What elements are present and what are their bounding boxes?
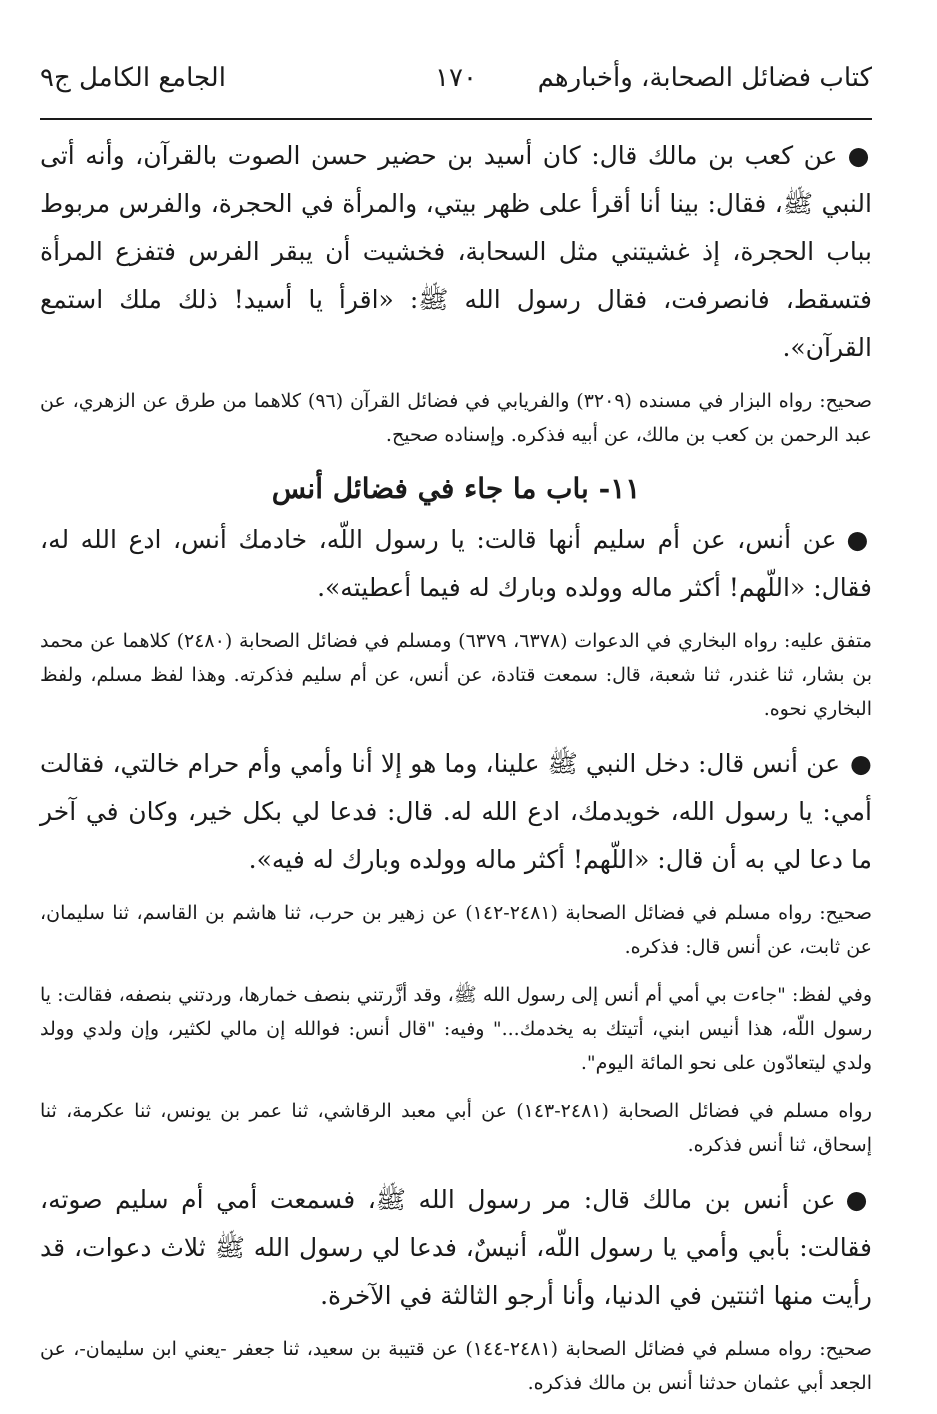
hadith-paragraph (40, 132, 872, 372)
bullet-icon: ● (850, 749, 872, 778)
takhrij-paragraph: وفي لفظ: "جاءت بي أمي أم أنس إلى رسول الله ﷺ، وقد أزَّرتني بنصف خمارها، وردتني بنصفه، فقالت: يا رسول اللّه، هذا أنيس ابني، أتيتك به يخدمك..." وفيه: "قال أنس: فوالله إن مالي لكثير، وإن ولدي وولد ولدي ليتعادّون على نحو المائة اليوم". (40, 984, 872, 1074)
hadith-text: عن أنس بن مالك قال: مر رسول الله ﷺ، فسمعت أمي أم سليم صوته، فقالت: بأبي وأمي يا رسول اللّه، أنيسٌ، فدعا لي رسول الله ﷺ ثلاث دعوات، قد رأيت منها اثنتين في الدنيا، وأنا أرجو الثالثة في الآخرة. (40, 1185, 872, 1310)
bullet-icon: ● (845, 1185, 872, 1214)
takhrij-paragraph: متفق عليه: رواه البخاري في الدعوات (٦٣٧٨، ٦٣٧٩) ومسلم في فضائل الصحابة (٢٤٨٠) كلاهما عن محمد بن بشار، ثنا غندر، ثنا شعبة، قال: سمعت قتادة، عن أنس، عن أم سليم فذكرته. وهذا لفظ مسلم، ولفظ البخاري نحوه. (40, 630, 873, 720)
hadith-paragraph (40, 516, 872, 612)
bullet-icon: ● (847, 141, 872, 170)
hadith-text: عن أنس قال: دخل النبي ﷺ علينا، وما هو إلا أنا وأمي وأم حرام خالتي، فقالت أمي: يا رسول الله، خويدمك، ادع الله له. قال: فدعا لي بكل خير، وكان في آخر ما دعا لي به أن قال: «اللّهم! أكثر ماله وولده وبارك له فيه». (40, 749, 872, 874)
volume-label: الجامع الكامل ج٩ (40, 63, 226, 93)
hadith-text: عن أنس، عن أم سليم أنها قالت: يا رسول اللّه، خادمك أنس، ادع الله له، فقال: «اللّهم! أكثر ماله وولده وبارك له فيما أعطيته». (40, 525, 872, 602)
hadith-paragraph (40, 1176, 872, 1320)
book-title: كتاب فضائل الصحابة، وأخبارهم (537, 63, 872, 93)
takhrij-paragraph: رواه مسلم في فضائل الصحابة (٢٤٨١-١٤٣) عن أبي معبد الرقاشي، ثنا عمر بن يونس، ثنا عكرمة، ثنا إسحاق، ثنا أنس فذكره. (40, 1100, 872, 1156)
takhrij-paragraph: صحيح: رواه البزار في مسنده (٣٢٠٩) والفريابي في فضائل القرآن (٩٦) كلاهما من طرق عن الزهري، عن عبد الرحمن بن كعب بن مالك، عن أبيه فذكره. وإسناده صحيح. (40, 390, 873, 446)
bullet-icon: ● (846, 525, 872, 554)
chapter-heading: ١١- باب ما جاء في فضائل أنس (271, 472, 641, 505)
hadith-text: عن كعب بن مالك قال: كان أسيد بن حضير حسن الصوت بالقرآن، وأنه أتى النبي ﷺ، فقال: بينا أنا أقرأ على ظهر بيتي، والمرأة في الحجرة، والفرس مربوط بباب الحجرة، إذ غشيتني مثل السحابة، فخشيت أن يبقر الفرس فتفزع المرأة فتسقط، فانصرفت، فقال رسول الله ﷺ: «اقرأ يا أسيد! ذلك ملك استمع القرآن». (40, 141, 872, 362)
hadith-paragraph (40, 740, 872, 884)
page-header (40, 58, 872, 106)
takhrij-paragraph: صحيح: رواه مسلم في فضائل الصحابة (٢٤٨١-١٤٤) عن قتيبة بن سعيد، ثنا جعفر -يعني ابن سليمان-، عن الجعد أبي عثمان حدثنا أنس بن مالك فذكره. (40, 1338, 872, 1394)
page-number: ١٧٠ (435, 63, 477, 93)
takhrij-paragraph: صحيح: رواه مسلم في فضائل الصحابة (٢٤٨١-١٤٢) عن زهير بن حرب، ثنا هاشم بن القاسم، ثنا سليمان، عن ثابت، عن أنس قال: فذكره. (40, 902, 872, 958)
book-page (40, 58, 872, 1414)
header-rule (40, 118, 872, 120)
